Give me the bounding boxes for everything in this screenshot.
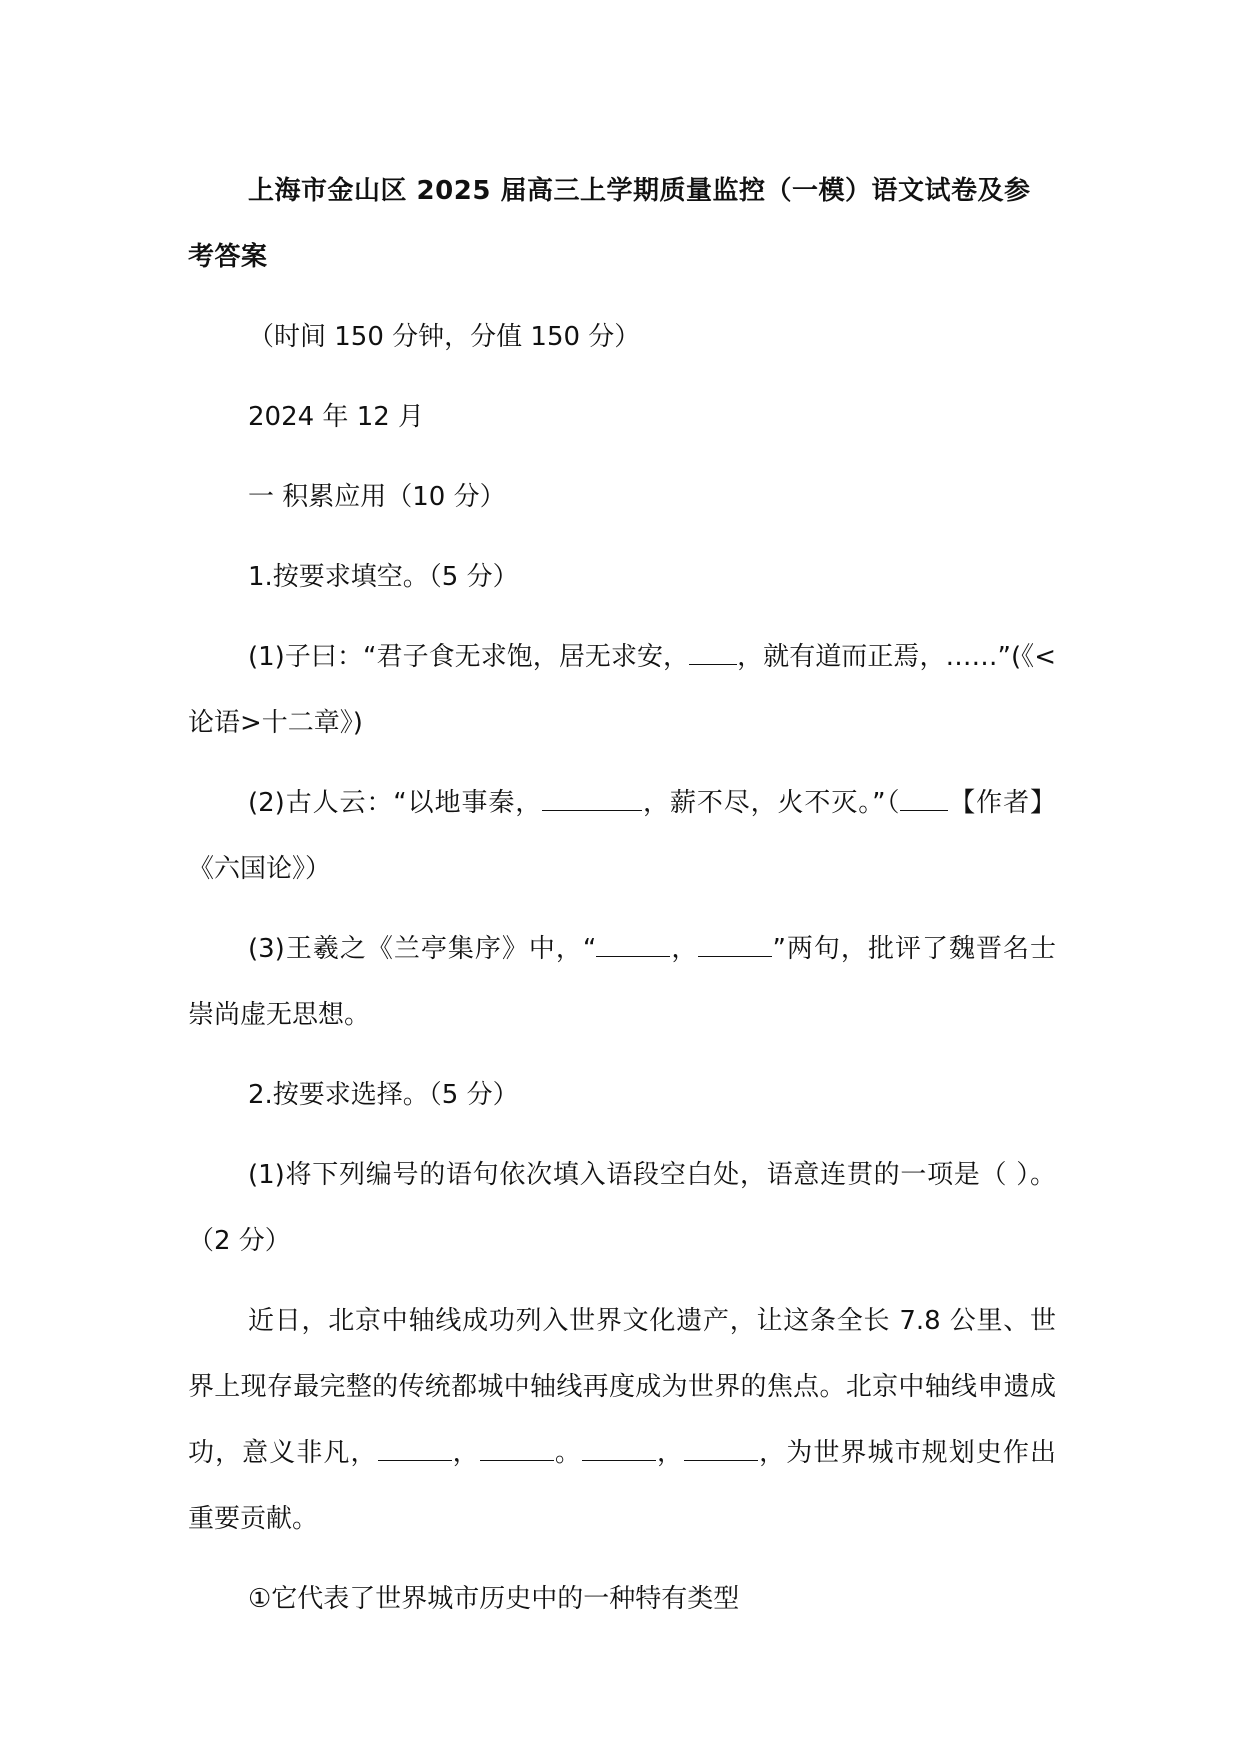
punctuation: 。 [553,1438,582,1468]
item-text: (2)古人云：“以地事秦， [248,788,543,818]
fill-blank [378,1436,452,1461]
punctuation: ， [655,1438,685,1468]
question-1-item-1 [188,624,1056,756]
fill-blank [698,932,772,957]
exam-time-info: （时间 150 分钟，分值 150 分） [248,322,641,352]
question-1-item-3 [188,916,1056,1048]
option-1: ①它代表了世界城市历史中的一种特有类型 [248,1584,740,1614]
item-text: ”两句，批评了魏晋名士崇尚虚无思想。 [188,934,1056,1030]
item-text: ， [670,934,699,964]
question-2-heading: 2.按要求选择。（5 分） [248,1080,519,1110]
fill-blank [480,1436,554,1461]
fill-blank [689,640,737,665]
item-text: (1)子曰：“君子食无求饱，居无求安， [248,642,690,672]
punctuation: ， [758,1438,787,1468]
item-text: ，就有道而正焉，……”(《<论语>十二章》) [188,642,1056,738]
item-text: ，薪不尽，火不灭。”（ [642,788,901,818]
question-2-sub-1: (1)将下列编号的语句依次填入语段空白处，语意连贯的一项是（ ）。（2 分） [188,1160,1056,1256]
fill-blank [542,786,642,811]
exam-date: 2024 年 12 月 [248,402,425,432]
document-body [188,158,1056,1646]
fill-blank [900,786,948,811]
item-text: 【作者】《六国论》） [188,788,1056,884]
document-title: 上海市金山区 2025 届高三上学期质量监控（一模）语文试卷及参考答案 [188,176,1031,272]
fill-blank [684,1436,758,1461]
fill-blank [582,1436,656,1461]
question-1-item-2 [188,770,1056,902]
fill-blank [596,932,670,957]
punctuation: ， [451,1438,480,1468]
passage-text: 为世界城市规划史作出重要贡献。 [188,1438,1056,1534]
question-1-heading: 1.按要求填空。（5 分） [248,562,519,592]
item-text: (3)王羲之《兰亭集序》中，“ [248,934,597,964]
reading-passage [188,1288,1056,1552]
section-heading: 一 积累应用（10 分） [248,482,506,512]
passage-text: 近日，北京中轴线成功列入世界文化遗产，让这条全长 7.8 公里、世界上现存最完整的传统都城中轴线再度成为世界的焦点。北京中轴线申遗成功，意义非凡， [188,1306,1056,1468]
